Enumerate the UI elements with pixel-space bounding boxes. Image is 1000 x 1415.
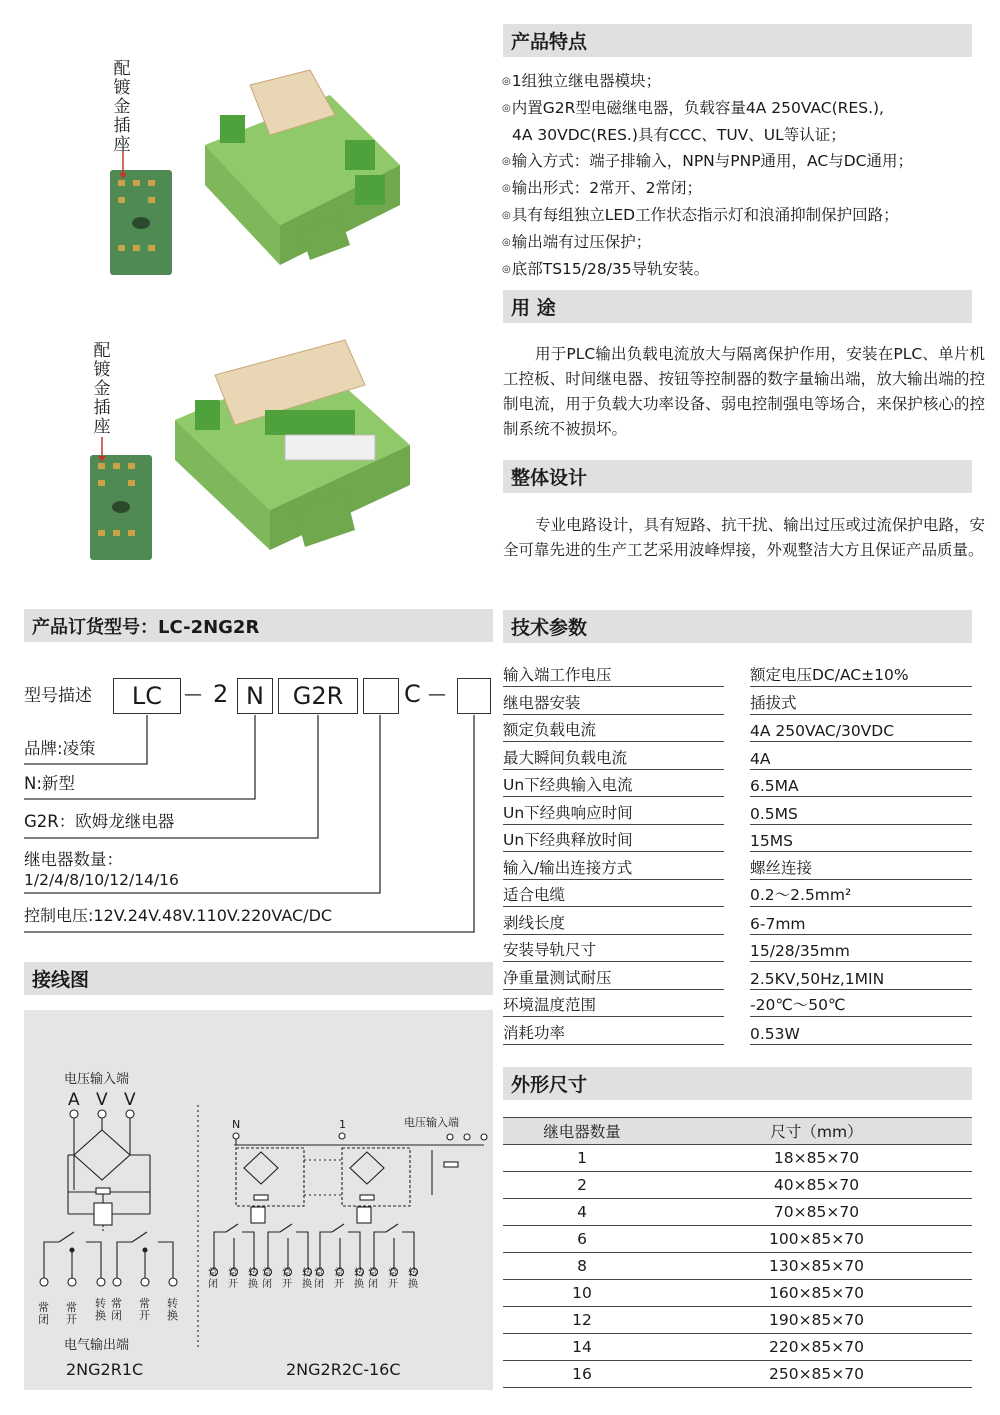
design-text: 专业电路设计，具有短路、抗干扰、输出过压或过流保护电路，安全可靠先进的生产工艺采用波峰焊接，外观整洁大方且保证产品质量。 [503,516,985,559]
code-dash: — [184,684,202,705]
out-label: 转换 [354,1268,364,1290]
dim-size: 18×85×70 [661,1145,972,1172]
dim-size: 190×85×70 [661,1307,972,1334]
out-label: 转换 [408,1268,418,1290]
bullet-icon: ◎ [502,76,511,87]
param-value: 4A [750,743,972,770]
socket-label-1: 配镀金插座 [113,59,131,155]
feature-item: ◎1组独立继电器模块； [502,72,662,90]
param-name: 继电器安装 [503,688,724,715]
param-value: 0.2～2.5mm² [750,880,972,907]
param-value: 6-7mm [750,908,972,935]
param-value: 0.53W [750,1018,972,1045]
param-name: 适合电缆 [503,880,724,907]
dimensions-header: 外形尺寸 [503,1067,972,1100]
param-value: 2.5KV,50Hz,1MIN [750,963,972,990]
g2r-desc: G2R：欧姆龙继电器 [24,812,175,831]
design-header: 整体设计 [503,460,972,493]
bullet-icon: ◎ [502,103,511,114]
param-name: 剥线长度 [503,908,724,935]
wiring-diagram [24,1010,493,1390]
param-value: -20℃～50℃ [750,990,972,1017]
feature-item: ◎输出形式：2常开、2常闭； [502,179,702,197]
dim-qty: 6 [503,1226,661,1253]
socket-label-2: 配镀金插座 [93,341,111,437]
usage-header: 用 途 [503,290,972,323]
out-label: 转换 [167,1297,178,1322]
out-label: 转换 [248,1268,258,1290]
param-value: 4A 250VAC/30VDC [750,715,972,742]
bullet-icon: ◎ [502,156,511,167]
param-value: 0.5MS [750,798,972,825]
param-name: 消耗功率 [503,1018,724,1045]
dim-qty: 1 [503,1145,661,1172]
pin-a: A [68,1090,80,1110]
table-row [503,1280,972,1307]
dim-qty: 4 [503,1199,661,1226]
voltage-desc: 控制电压:12V.24V.48V.110V.220VAC/DC [24,906,333,925]
pin-n: N [232,1118,241,1131]
out-label: 常闭 [208,1268,218,1290]
bullet-icon: ◎ [502,237,511,248]
bullet-icon: ◎ [502,264,511,275]
newtype-desc: N:新型 [24,774,75,793]
pin-v2: V [124,1090,136,1110]
order-header: 产品订货型号：LC-2NG2R [24,609,493,642]
table-row [503,1199,972,1226]
param-value: 螺丝连接 [750,853,972,880]
dim-qty: 16 [503,1361,661,1388]
dim-size: 100×85×70 [661,1226,972,1253]
params-header: 技术参数 [503,610,972,643]
feature-item: ◎具有每组独立LED工作状态指示灯和浪涌抑制保护回路； [502,206,899,224]
feature-item: ◎输入方式：端子排输入，NPN与PNP通用，AC与DC通用； [502,152,913,170]
param-name: 最大瞬间负载电流 [503,743,724,770]
table-row [503,1145,972,1172]
dim-qty: 12 [503,1307,661,1334]
feature-item: ◎内置G2R型电磁继电器，负载容量4A 250VAC(RES.), [502,99,884,117]
out-label: 常开 [66,1301,77,1326]
code-lc-box: LC [113,678,181,714]
param-name: 输入/输出连接方式 [503,853,724,880]
dim-size: 220×85×70 [661,1334,972,1361]
caption-right: 2NG2R2C-16C [286,1360,401,1379]
param-value: 6.5MA [750,770,972,797]
qty-desc-values: 1/2/4/8/10/12/14/16 [24,871,179,889]
out-label: 转换 [95,1297,106,1322]
param-name: 环境温度范围 [503,990,724,1017]
dimensions-table [503,1117,972,1388]
dim-qty: 8 [503,1253,661,1280]
table-row [503,1307,972,1334]
out-label: 常闭 [368,1268,378,1290]
param-name: 输入端工作电压 [503,660,724,687]
code-2: 2 [213,680,229,708]
code-n-box: N [237,678,273,714]
input-label-left: 电压输入端 [64,1072,130,1087]
out-label: 转换 [302,1268,312,1290]
qty-desc-title: 继电器数量： [24,850,123,869]
param-name: 净重量测试耐压 [503,963,724,990]
param-name: Un下经典输入电流 [503,770,724,797]
param-value: 15/28/35mm [750,935,972,962]
out-label: 常开 [334,1268,344,1290]
param-name: Un下经典释放时间 [503,825,724,852]
dim-size: 130×85×70 [661,1253,972,1280]
dim-qty: 2 [503,1172,661,1199]
code-c: C [404,680,421,708]
caption-left: 2NG2R1C [66,1360,144,1379]
out-label: 常闭 [262,1268,272,1290]
order-desc-label: 型号描述 [24,686,92,706]
table-row [503,1361,972,1388]
param-name: 额定负载电流 [503,715,724,742]
feature-item: ◎底部TS15/28/35导轨安装。 [502,260,710,278]
wiring-header: 接线图 [24,962,493,995]
out-label: 常闭 [111,1297,122,1322]
bullet-icon: ◎ [502,183,511,194]
out-label: 常开 [388,1268,398,1290]
feature-item: ◎输出端有过压保护； [502,233,652,251]
pin-1: 1 [339,1118,346,1131]
code-g2r-box: G2R [278,678,358,714]
col-size-header: 尺寸（mm） [661,1118,972,1145]
out-label: 常闭 [38,1301,49,1326]
dim-qty: 10 [503,1280,661,1307]
dim-qty: 14 [503,1334,661,1361]
table-row [503,1334,972,1361]
col-qty-header: 继电器数量 [503,1118,661,1145]
param-value: 插拔式 [750,688,972,715]
features-header: 产品特点 [503,24,972,57]
dim-size: 70×85×70 [661,1199,972,1226]
param-value: 额定电压DC/AC±10% [750,660,972,687]
dim-size: 250×85×70 [661,1361,972,1388]
usage-text: 用于PLC输出负载电流放大与隔离保护作用，安装在PLC、单片机工控板、时间继电器、按钮等控制器的数字量输出端，放大输出端的控制电流，用于负载大功率设备、弱电控制强电等场合，来保护核心的控制系统不被损坏。 [503,345,985,438]
output-label: 电气输出端 [64,1338,130,1353]
dim-size: 160×85×70 [661,1280,972,1307]
code-dash-2: — [428,684,446,705]
out-label: 常开 [139,1297,150,1322]
feature-item-continuation: 4A 30VDC(RES.)具有CCC、TUV、UL等认证； [512,126,846,144]
bullet-icon: ◎ [502,210,511,221]
out-label: 常闭 [314,1268,324,1290]
param-value: 15MS [750,825,972,852]
out-label: 常开 [282,1268,292,1290]
dim-header-row [503,1118,972,1145]
pin-v1: V [96,1090,108,1110]
param-name: 安装导轨尺寸 [503,935,724,962]
dim-size: 40×85×70 [661,1172,972,1199]
table-row [503,1253,972,1280]
brand-desc: 品牌:凌策 [24,739,96,758]
table-row [503,1226,972,1253]
param-name: Un下经典响应时间 [503,798,724,825]
out-label: 常开 [228,1268,238,1290]
input-label-right: 电压输入端 [404,1116,459,1129]
table-row [503,1172,972,1199]
